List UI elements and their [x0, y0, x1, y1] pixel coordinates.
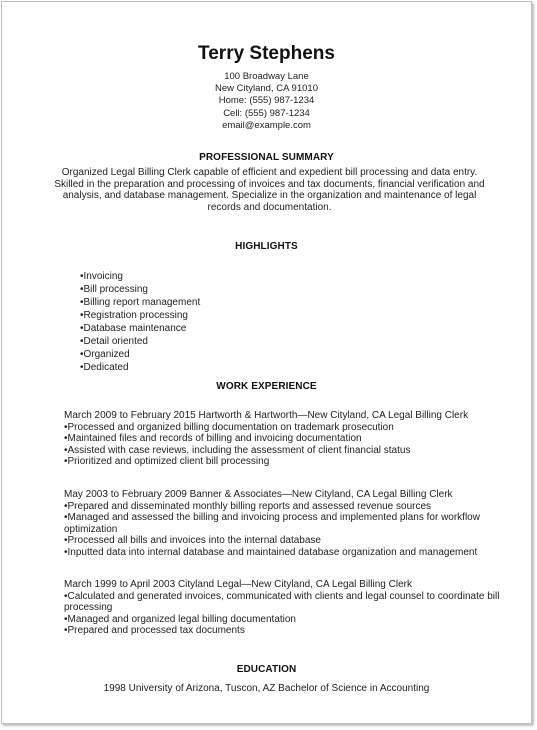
home-phone: Home: (555) 987-1234 — [218, 95, 315, 107]
contact-block — [2, 71, 531, 132]
list-item: •Prioritized and optimized client bill processing — [64, 456, 270, 468]
list-item: •Processed all bills and invoices into the internal database — [64, 535, 321, 547]
job-entry — [64, 579, 511, 637]
list-item: •Database maintenance — [80, 323, 187, 334]
summary-heading: PROFESSIONAL SUMMARY — [199, 152, 334, 163]
list-item: •Maintained files and records of billing and invoicing documentation — [64, 433, 362, 445]
list-item: •Invoicing — [80, 271, 123, 282]
job-entry — [64, 489, 511, 559]
list-item: •Processed and organized billing documentation on trademark prosecution — [64, 421, 394, 433]
summary-text: Organized Legal Billing Clerk capable of efficient and expedient bill processing and data entry. Skilled in the preparation and processing of invoices and tax documents, financial verification and analysis, and database management. Specialize in the organization and maintenance of legal records and documentation. — [54, 167, 485, 213]
education-entry: 1998 University of Arizona, Tuscon, AZ Bachelor of Science in Accounting — [103, 683, 430, 694]
cell-phone: Cell: (555) 987-1234 — [223, 107, 310, 119]
experience-heading: WORK EXPERIENCE — [216, 381, 317, 392]
list-item: •Detail oriented — [80, 336, 148, 347]
list-item: •Managed and assessed the billing and invoicing process and implemented plans for workflow optimization — [64, 512, 480, 535]
highlights-heading: HIGHLIGHTS — [235, 241, 298, 252]
city-line: New Cityland, CA 91010 — [215, 83, 318, 95]
candidate-name: Terry Stephens — [198, 43, 335, 64]
list-item: •Assisted with case reviews, including the assessment of client financial status — [64, 444, 411, 456]
job-title: March 2009 to February 2015 Hartworth & Hartworth—New Cityland, CA Legal Billing Clerk — [64, 410, 469, 421]
address-line: 100 Broadway Lane — [224, 71, 309, 82]
list-item: •Bill processing — [80, 284, 148, 295]
list-item: •Billing report management — [80, 297, 201, 308]
list-item: •Registration processing — [80, 310, 188, 321]
list-item: •Dedicated — [80, 362, 129, 373]
list-item: •Calculated and generated invoices, communicated with clients and legal counsel to coordinate bill processing — [64, 590, 500, 614]
list-item: •Prepared and processed tax documents — [64, 625, 245, 637]
job-title: May 2003 to February 2009 Banner & Associates—New Cityland, CA Legal Billing Clerk — [64, 489, 453, 500]
job-title: March 1999 to April 2003 Cityland Legal—New Cityland, CA Legal Billing Clerk — [64, 579, 412, 590]
list-item: •Prepared and disseminated monthly billing reports and assessed revenue sources — [64, 500, 432, 512]
resume-page — [1, 1, 532, 724]
job-entry — [64, 410, 511, 468]
highlights-list — [80, 270, 200, 374]
list-item: •Managed and organized legal billing documentation — [64, 613, 296, 625]
email-address: email@example.com — [222, 119, 311, 131]
list-item: •Organized — [80, 349, 130, 360]
list-item: •Inputted data into internal database and maintained database organization and management — [64, 546, 478, 558]
education-heading: EDUCATION — [236, 664, 297, 675]
